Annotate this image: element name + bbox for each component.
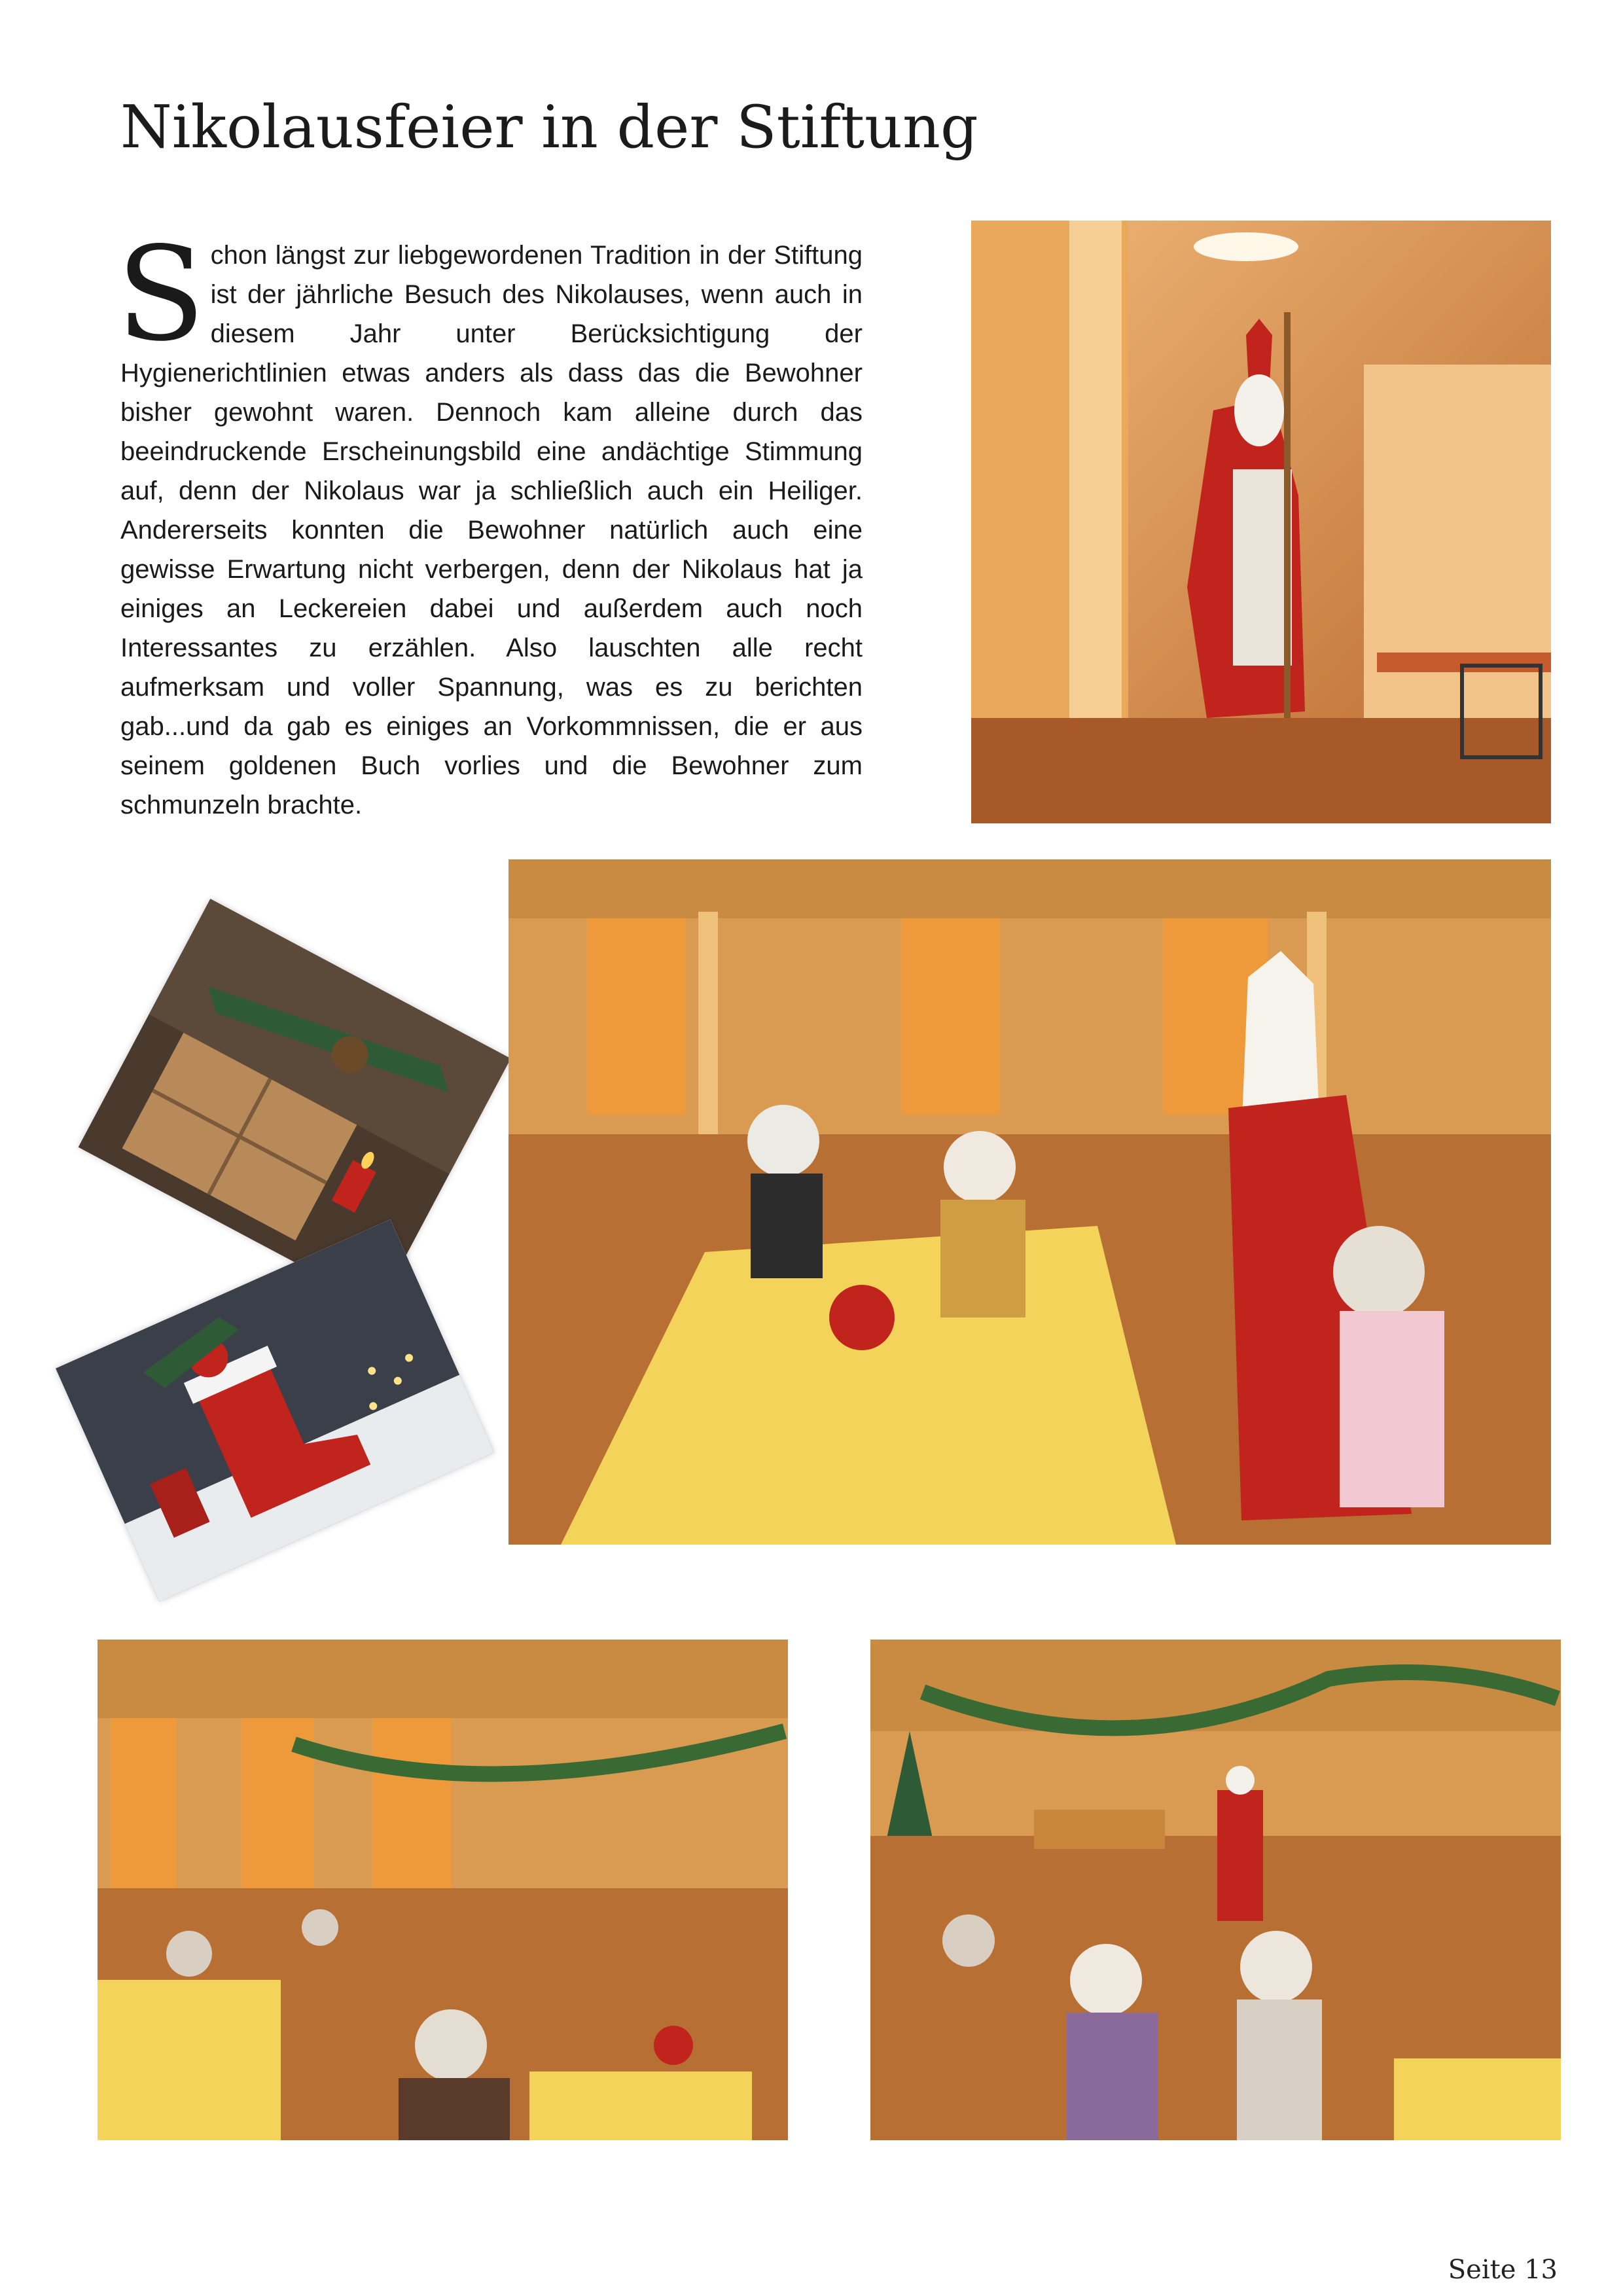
photo-dining-hall-wide-left [98, 1640, 788, 2140]
photo-nikolaus-dining-hall [508, 859, 1551, 1545]
article-body-text: chon längst zur liebgewordenen Tradition in der Stiftung ist der jährliche Besuch des Nikolauses, wenn auch in diesem Jahr unter Berücksichtigung der Hygienerichtlinien etwas anders als dass das die Bewohner bisher gewohnt waren. Dennoch kam alleine durch das beeindruckende Erscheinungsbild eine andächtige Stimmung auf, denn der Nikolaus war ja schließlich auch ein Heiliger. Andererseits konnten die Bewohner natürlich auch eine gewisse Erwartung nicht verbergen, denn der Nikolaus hat ja einiges an Leckereien dabei und außerdem auch noch Interessantes zu erzählen. Also lauschten alle recht aufmerksam und voller Spannung, was es zu berichten gab...und da gab es einiges an Vorkommnissen, die er aus seinem goldenen Buch vorlies und die Bewohner zum schmunzeln brachte. [120, 241, 863, 819]
drop-cap: S [116, 219, 205, 370]
photo-dining-hall-wide-right-image [870, 1640, 1561, 2140]
card-nikolaus-boot [56, 1219, 494, 1602]
article-body [116, 219, 863, 825]
card-nikolaus-boot-image [56, 1219, 494, 1602]
photo-nikolaus-dining-hall-image [508, 859, 1551, 1545]
photo-dining-hall-wide-left-image [98, 1640, 788, 2140]
card-pine-gift-image [78, 899, 510, 1307]
card-pine-gift [78, 899, 510, 1307]
photo-dining-hall-wide-right [870, 1640, 1561, 2140]
photo-nikolaus-corridor-image [971, 221, 1551, 823]
page-number: Seite 13 [1448, 2255, 1558, 2285]
article-title: Nikolausfeier in der Stiftung [120, 93, 978, 162]
photo-nikolaus-corridor [971, 221, 1551, 823]
